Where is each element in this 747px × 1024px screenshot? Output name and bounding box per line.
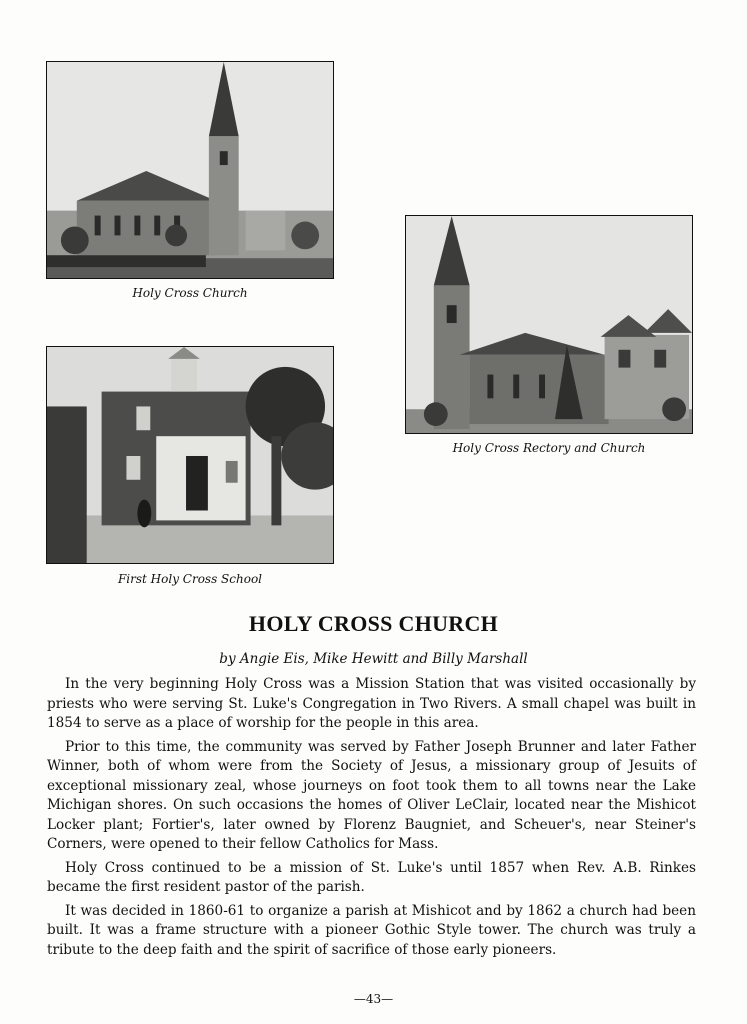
photo-holy-cross-church xyxy=(46,61,334,279)
caption-holy-cross-church: Holy Cross Church xyxy=(132,286,248,300)
page-number: —43— xyxy=(353,992,394,1006)
article-paragraph: Prior to this time, the community was served by Father Joseph Brunner and later Father Winner, both of whom were from the Society of Jesus, a missionary group of Jesuits of exceptional missionary zeal, whose journeys on foot took them to all towns near the Lake Michigan shores. On such occasions the homes of Oliver LeClair, located near the Mishicot Locker plant; Fortier's, later owned by Florenz Baugniet, and Scheuer's, near Steiner's Corners, were opened to their fellow Catholics for Mass. xyxy=(47,738,696,852)
article-paragraph: In the very beginning Holy Cross was a Mission Station that was visited occasionally by priests who were serving St. Luke's Congregation in Two Rivers. A small chapel was built in 1854 to serve as a place of worship for the people in this area. xyxy=(47,676,696,731)
caption-holy-cross-rectory-and-church: Holy Cross Rectory and Church xyxy=(452,441,646,455)
article-title: HOLY CROSS CHURCH xyxy=(248,611,499,636)
caption-first-holy-cross-school: First Holy Cross School xyxy=(117,572,263,586)
article-paragraph: It was decided in 1860-61 to organize a parish at Mishicot and by 1862 a church had been built. It was a frame structure with a pioneer Gothic Style tower. The church was truly a tribute to the deep faith and the spirit of sacrifice of those early pioneers. xyxy=(47,902,696,958)
article-byline: by Angie Eis, Mike Hewitt and Billy Marshall xyxy=(219,651,528,667)
photo-first-holy-cross-school xyxy=(46,346,334,564)
article-paragraph: Holy Cross continued to be a mission of St. Luke's until 1857 when Rev. A.B. Rinkes became the first resident pastor of the parish. xyxy=(47,859,696,895)
photo-holy-cross-rectory-and-church xyxy=(405,215,693,434)
article-body xyxy=(47,675,696,964)
